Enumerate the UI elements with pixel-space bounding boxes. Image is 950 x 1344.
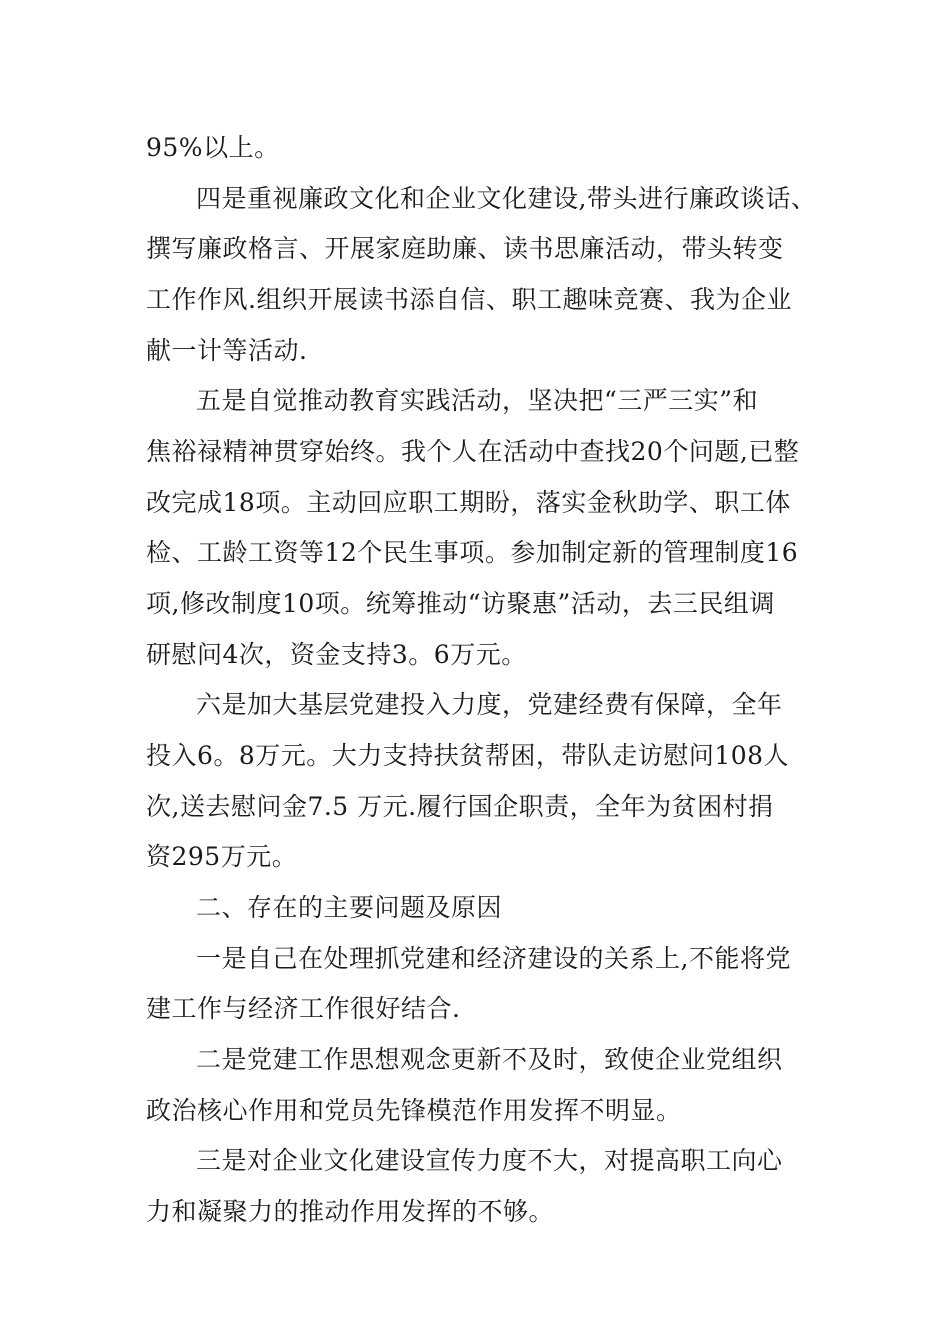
text-line: 力和凝聚力的推动作用发挥的不够。 bbox=[146, 1197, 555, 1226]
text-line: 四是重视廉政文化和企业文化建设,带头进行廉政谈话、 bbox=[196, 184, 817, 213]
text-line: 研慰问4次，资金支持3。6万元。 bbox=[146, 640, 527, 669]
section-heading: 二、存在的主要问题及原因 bbox=[196, 893, 503, 922]
text-line: 一是自己在处理抓党建和经济建设的关系上,不能将党 bbox=[196, 944, 791, 973]
text-line: 投入6。8万元。大力支持扶贫帮困，带队走访慰问108人 bbox=[146, 741, 790, 770]
text-line: 二是党建工作思想观念更新不及时，致使企业党组织 bbox=[196, 1045, 783, 1074]
text-line: 撰写廉政格言、开展家庭助廉、读书思廉活动，带头转变 bbox=[146, 234, 784, 263]
text-line: 三是对企业文化建设宣传力度不大，对提高职工向心 bbox=[196, 1146, 783, 1175]
text-line: 献一计等活动. bbox=[146, 336, 308, 365]
text-line: 改完成18项。主动回应职工期盼，落实金秋助学、职工体 bbox=[146, 488, 791, 517]
text-line: 检、工龄工资等12个民生事项。参加制定新的管理制度16 bbox=[146, 538, 799, 567]
text-line: 次,送去慰问金7.5 万元.履行国企职责，全年为贫困村捐 bbox=[146, 792, 774, 821]
text-line: 项,修改制度10项。统筹推动“访聚惠”活动，去三民组调 bbox=[146, 589, 775, 618]
text-line: 95%以上。 bbox=[146, 133, 280, 162]
text-line: 资295万元。 bbox=[146, 842, 298, 871]
text-line: 政治核心作用和党员先锋模范作用发挥不明显。 bbox=[146, 1096, 682, 1125]
text-line: 焦裕禄精神贯穿始终。我个人在活动中查找20个问题,已整 bbox=[146, 437, 800, 466]
text-line: 工作作风.组织开展读书添自信、职工趣味竞赛、我为企业 bbox=[146, 285, 792, 314]
text-line: 建工作与经济工作很好结合. bbox=[146, 994, 461, 1023]
text-line: 六是加大基层党建投入力度，党建经费有保障，全年 bbox=[196, 690, 783, 719]
text-line: 五是自觉推动教育实践活动，坚决把“三严三实”和 bbox=[196, 386, 759, 415]
